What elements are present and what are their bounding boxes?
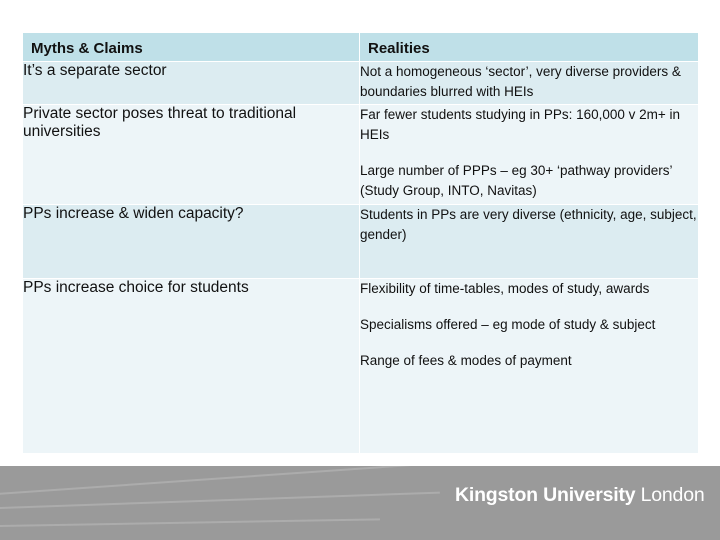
- footer-decoration: [0, 518, 380, 527]
- claim-cell: PPs increase & widen capacity?: [23, 205, 360, 279]
- reality-cell: [360, 62, 699, 105]
- table-header-row: [23, 33, 699, 62]
- logo-text-light: London: [640, 484, 705, 506]
- footer-decoration: [0, 492, 440, 511]
- claim-cell: It’s a separate sector: [23, 62, 360, 105]
- table-row: [23, 62, 699, 105]
- table-row: [23, 279, 699, 454]
- header-realities: Realities: [360, 33, 699, 62]
- claim-cell: Private sector poses threat to traditional universities: [23, 105, 360, 205]
- reality-text: Flexibility of time-tables, modes of study, awards: [360, 281, 650, 296]
- table-row: [23, 205, 699, 279]
- claim-cell: PPs increase choice for students: [23, 279, 360, 454]
- header-myths-claims: Myths & Claims: [23, 33, 360, 62]
- myths-realities-table: [22, 32, 699, 454]
- reality-cell: [360, 279, 699, 454]
- reality-text: Far fewer students studying in PPs: 160,000 v 2m+ in HEIs: [360, 107, 681, 142]
- reality-text: Not a homogeneous ‘sector’, very diverse providers & boundaries blurred with HEIs: [360, 64, 681, 99]
- kingston-university-logo: [455, 484, 705, 507]
- logo-text-bold: Kingston University: [455, 484, 636, 506]
- reality-text: Students in PPs are very diverse (ethnicity, age, subject, gender): [360, 207, 697, 242]
- footer-decoration: [0, 466, 519, 498]
- reality-cell: [360, 105, 699, 205]
- reality-text: Specialisms offered – eg mode of study & subject: [360, 317, 656, 332]
- reality-text: Range of fees & modes of payment: [360, 353, 572, 368]
- table-row: [23, 105, 699, 205]
- reality-cell: [360, 205, 699, 279]
- reality-text: Large number of PPPs – eg 30+ ‘pathway providers’ (Study Group, INTO, Navitas): [360, 163, 673, 198]
